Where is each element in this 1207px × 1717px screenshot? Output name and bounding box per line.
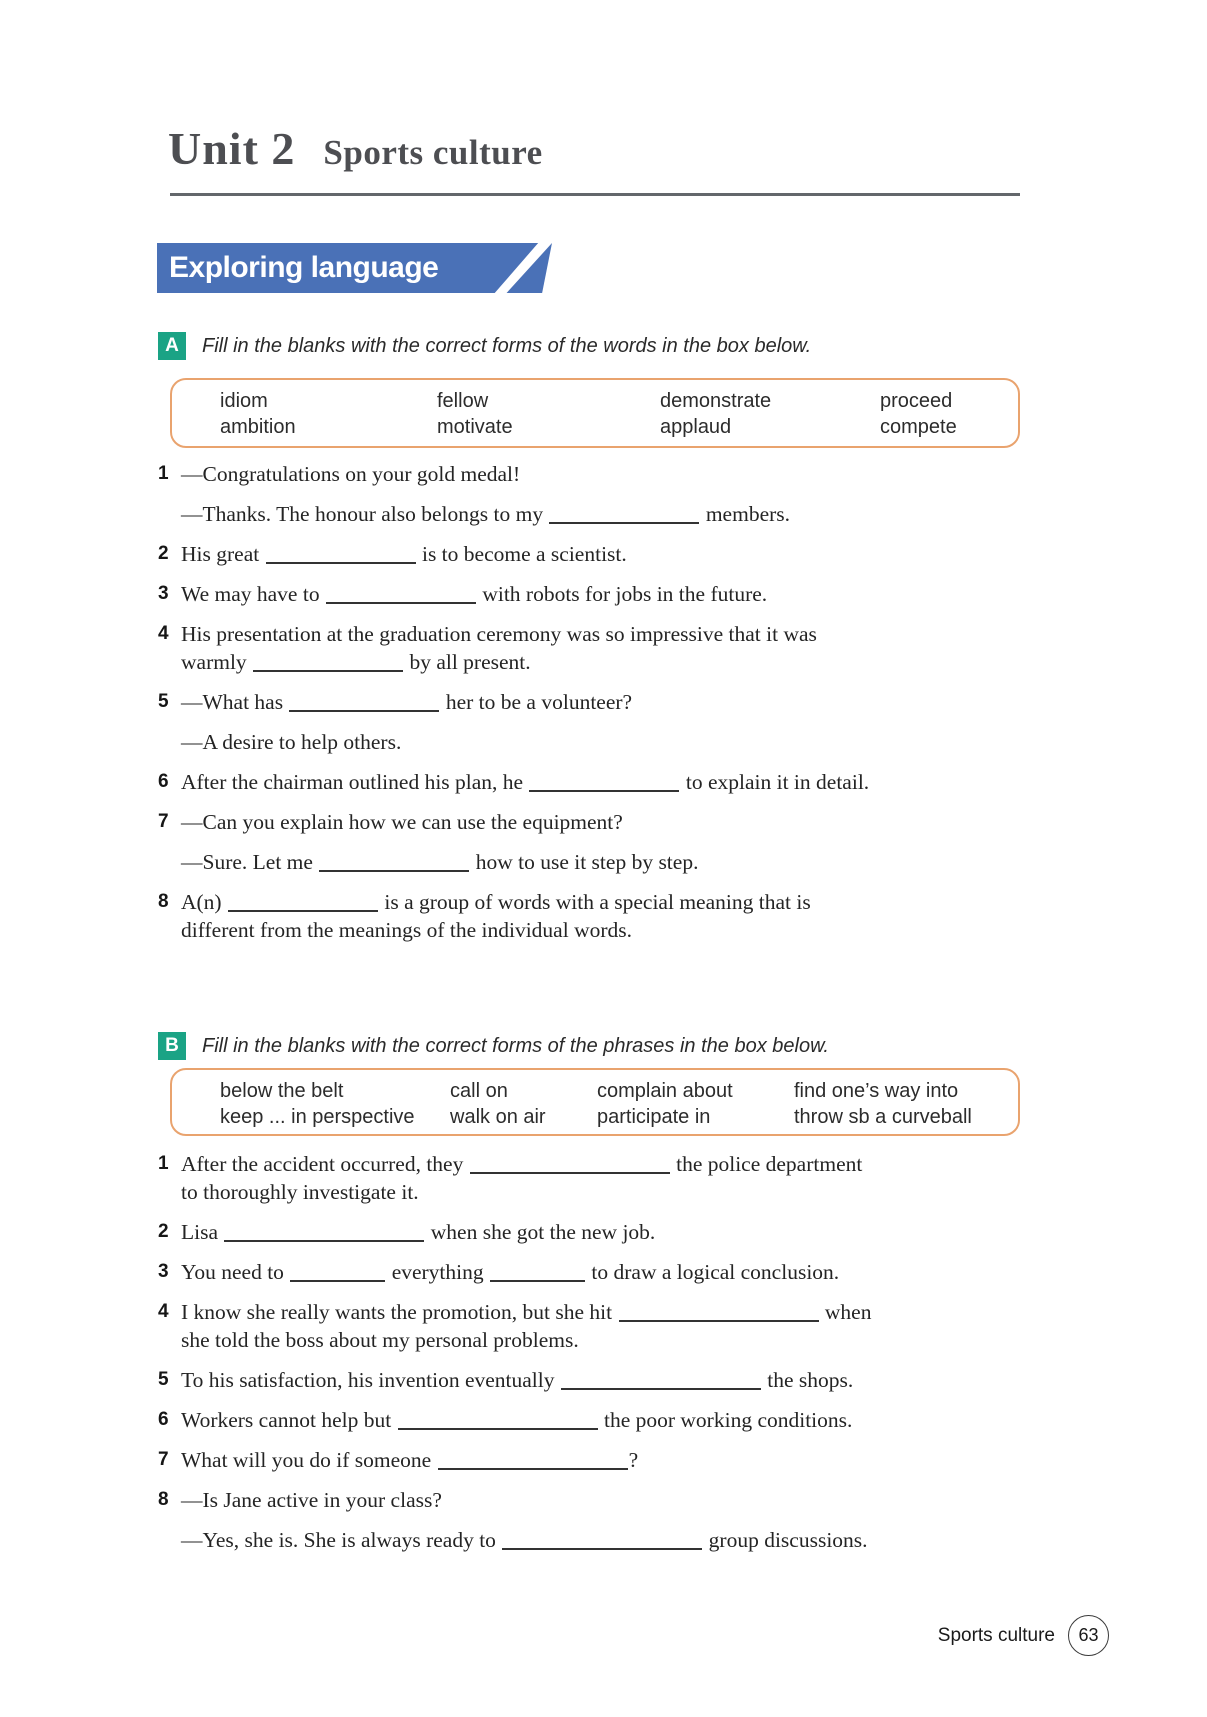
question-number: 2 bbox=[158, 1221, 169, 1242]
question-text: with robots for jobs in the future. bbox=[476, 582, 768, 606]
question-line bbox=[181, 1486, 1030, 1514]
question-text: What will you do if someone bbox=[181, 1448, 437, 1472]
question-text: —What has bbox=[181, 690, 289, 714]
exercise-a-label: A bbox=[158, 332, 186, 360]
word-box-a bbox=[170, 378, 1020, 448]
question-text: Workers cannot help but bbox=[181, 1408, 397, 1432]
word-item: find one’s way into bbox=[794, 1080, 959, 1102]
question-line bbox=[181, 688, 1030, 716]
question-text: —Is Jane active in your class? bbox=[181, 1488, 442, 1512]
word-item: call on bbox=[450, 1080, 508, 1102]
unit-label: Unit 2 bbox=[168, 123, 296, 174]
question-number: 2 bbox=[158, 543, 169, 564]
question-line bbox=[181, 1326, 1030, 1354]
question-number: 3 bbox=[158, 1261, 169, 1282]
question-row bbox=[158, 1298, 1030, 1354]
question-text: to draw a logical conclusion. bbox=[586, 1260, 840, 1284]
question-number: 4 bbox=[158, 1301, 169, 1322]
word-item: walk on air bbox=[450, 1106, 546, 1128]
question-text: the shops. bbox=[761, 1368, 854, 1392]
blank-line[interactable] bbox=[290, 1264, 385, 1282]
word-item: ambition bbox=[220, 416, 296, 438]
question-row bbox=[158, 540, 1030, 568]
blank-line[interactable] bbox=[561, 1372, 761, 1390]
question-line bbox=[181, 1218, 1030, 1246]
question-text: —Yes, she is. She is always ready to bbox=[181, 1528, 502, 1552]
word-item: applaud bbox=[660, 416, 732, 438]
question-text: when she got the new job. bbox=[425, 1220, 656, 1244]
exercise-b-instruction: Fill in the blanks with the correct forms of the phrases in the box below. bbox=[202, 1035, 829, 1057]
question-line bbox=[181, 728, 1030, 756]
question-number: 7 bbox=[158, 1449, 169, 1470]
word-item: throw sb a curveball bbox=[794, 1106, 972, 1128]
question-line bbox=[181, 540, 1030, 568]
exercise-a-header bbox=[158, 332, 1028, 360]
question-number: 1 bbox=[158, 1153, 169, 1174]
word-item: participate in bbox=[597, 1106, 711, 1128]
question-text: different from the meanings of the individual words. bbox=[181, 918, 632, 942]
question-text: is to become a scientist. bbox=[416, 542, 627, 566]
question-line bbox=[181, 1298, 1030, 1326]
blank-line[interactable] bbox=[326, 586, 476, 604]
question-text: group discussions. bbox=[703, 1528, 868, 1552]
question-row bbox=[158, 1258, 1030, 1286]
question-row bbox=[158, 580, 1030, 608]
question-text: I know she really wants the promotion, but she hit bbox=[181, 1300, 618, 1324]
word-item: compete bbox=[880, 416, 957, 438]
question-text: His presentation at the graduation ceremony was so impressive that it was bbox=[181, 622, 817, 646]
word-item: below the belt bbox=[220, 1080, 344, 1102]
question-text: Lisa bbox=[181, 1220, 224, 1244]
question-row bbox=[158, 768, 1030, 796]
question-text: To his satisfaction, his invention eventually bbox=[181, 1368, 560, 1392]
question-line bbox=[181, 768, 1030, 796]
question-row bbox=[158, 1150, 1030, 1206]
blank-line[interactable] bbox=[490, 1264, 585, 1282]
question-line bbox=[181, 648, 1030, 676]
question-number: 5 bbox=[158, 1369, 169, 1390]
question-line bbox=[181, 888, 1030, 916]
blank-line[interactable] bbox=[438, 1452, 628, 1470]
question-line bbox=[181, 1258, 1030, 1286]
question-row bbox=[158, 460, 1030, 528]
blank-line[interactable] bbox=[549, 506, 699, 524]
blank-line[interactable] bbox=[398, 1412, 598, 1430]
question-text: —Can you explain how we can use the equipment? bbox=[181, 810, 623, 834]
question-number: 6 bbox=[158, 1409, 169, 1430]
question-text: —A desire to help others. bbox=[181, 730, 402, 754]
question-text: to explain it in detail. bbox=[680, 770, 870, 794]
blank-line[interactable] bbox=[228, 894, 378, 912]
exercise-b-label: B bbox=[158, 1032, 186, 1060]
question-list-a bbox=[158, 460, 1030, 956]
question-line bbox=[181, 620, 1030, 648]
blank-line[interactable] bbox=[319, 854, 469, 872]
question-number: 6 bbox=[158, 771, 169, 792]
question-row bbox=[158, 688, 1030, 756]
blank-line[interactable] bbox=[502, 1532, 702, 1550]
question-line bbox=[181, 808, 1030, 836]
section-banner bbox=[157, 243, 552, 293]
question-line bbox=[181, 1406, 1030, 1434]
question-line bbox=[181, 916, 1030, 944]
question-number: 3 bbox=[158, 583, 169, 604]
word-item: demonstrate bbox=[660, 390, 772, 412]
question-number: 4 bbox=[158, 623, 169, 644]
question-row bbox=[158, 1486, 1030, 1554]
blank-line[interactable] bbox=[289, 694, 439, 712]
blank-line[interactable] bbox=[224, 1224, 424, 1242]
page-number-badge bbox=[1068, 1615, 1109, 1656]
question-text: to thoroughly investigate it. bbox=[181, 1180, 419, 1204]
question-row bbox=[158, 1406, 1030, 1434]
word-item: proceed bbox=[880, 390, 953, 412]
question-row bbox=[158, 1366, 1030, 1394]
question-text: —Sure. Let me bbox=[181, 850, 319, 874]
word-item: idiom bbox=[220, 390, 268, 412]
question-text: everything bbox=[386, 1260, 490, 1284]
question-line bbox=[181, 1366, 1030, 1394]
question-line bbox=[181, 1446, 1030, 1474]
question-line bbox=[181, 1526, 1030, 1554]
question-text: You need to bbox=[181, 1260, 290, 1284]
blank-line[interactable] bbox=[253, 654, 403, 672]
question-row bbox=[158, 620, 1030, 676]
word-item: fellow bbox=[437, 390, 489, 412]
word-item: keep ... in perspective bbox=[220, 1106, 415, 1128]
question-text: warmly bbox=[181, 650, 253, 674]
question-text: A(n) bbox=[181, 890, 227, 914]
question-text: —Congratulations on your gold medal! bbox=[181, 462, 521, 486]
question-text: how to use it step by step. bbox=[470, 850, 699, 874]
question-text: is a group of words with a special meaning that is bbox=[378, 890, 811, 914]
question-text: After the accident occurred, they bbox=[181, 1152, 469, 1176]
question-number: 7 bbox=[158, 811, 169, 832]
question-line bbox=[181, 580, 1030, 608]
question-row bbox=[158, 808, 1030, 876]
word-box-b bbox=[170, 1068, 1020, 1136]
question-text: the police department bbox=[670, 1152, 863, 1176]
title-rule bbox=[170, 193, 1020, 196]
question-line bbox=[181, 1150, 1030, 1178]
question-text: the poor working conditions. bbox=[598, 1408, 853, 1432]
question-list-b bbox=[158, 1150, 1030, 1566]
word-item: complain about bbox=[597, 1080, 733, 1102]
question-text: her to be a volunteer? bbox=[440, 690, 633, 714]
question-text: she told the boss about my personal problems. bbox=[181, 1328, 579, 1352]
footer-section-label: Sports culture bbox=[937, 1625, 1055, 1646]
exercise-b-header bbox=[158, 1032, 1028, 1060]
blank-line[interactable] bbox=[529, 774, 679, 792]
question-row bbox=[158, 888, 1030, 944]
question-number: 8 bbox=[158, 1489, 169, 1510]
unit-header bbox=[168, 122, 543, 175]
question-text: ? bbox=[628, 1448, 639, 1472]
blank-line[interactable] bbox=[470, 1156, 670, 1174]
question-row bbox=[158, 1446, 1030, 1474]
question-row bbox=[158, 1218, 1030, 1246]
question-number: 5 bbox=[158, 691, 169, 712]
question-text: His great bbox=[181, 542, 265, 566]
question-text: —Thanks. The honour also belongs to my bbox=[181, 502, 549, 526]
blank-line[interactable] bbox=[619, 1304, 819, 1322]
question-line bbox=[181, 848, 1030, 876]
word-item: motivate bbox=[437, 416, 513, 438]
question-text: by all present. bbox=[404, 650, 531, 674]
exercise-a-instruction: Fill in the blanks with the correct forms of the words in the box below. bbox=[202, 335, 812, 357]
question-number: 8 bbox=[158, 891, 169, 912]
question-text: when bbox=[819, 1300, 872, 1324]
blank-line[interactable] bbox=[266, 546, 416, 564]
question-text: After the chairman outlined his plan, he bbox=[181, 770, 529, 794]
question-line bbox=[181, 500, 1030, 528]
section-banner-title: Exploring language bbox=[169, 251, 439, 284]
page-number: 63 bbox=[1078, 1625, 1099, 1645]
question-text: members. bbox=[700, 502, 791, 526]
unit-title: Sports culture bbox=[323, 133, 543, 172]
question-text: We may have to bbox=[181, 582, 325, 606]
question-line bbox=[181, 460, 1030, 488]
question-number: 1 bbox=[158, 463, 169, 484]
question-line bbox=[181, 1178, 1030, 1206]
